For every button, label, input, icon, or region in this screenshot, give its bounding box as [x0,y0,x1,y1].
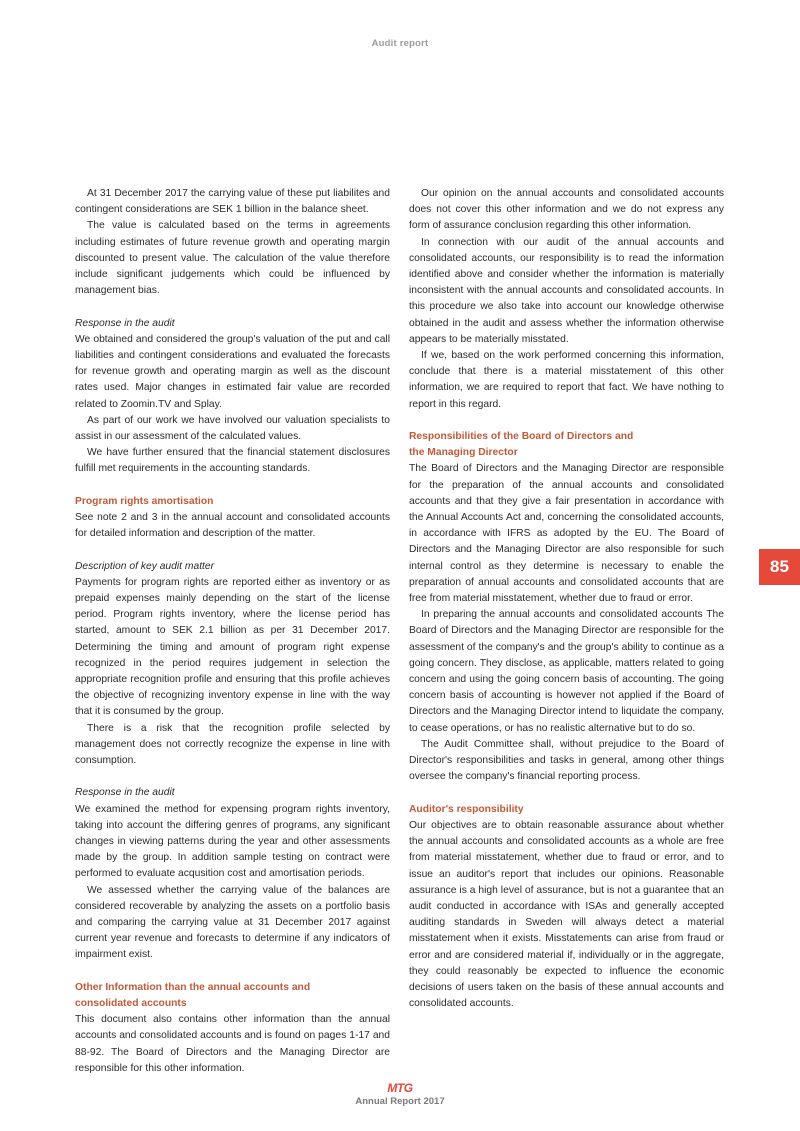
paragraph: At 31 December 2017 the carrying value of these put liabilites and contingent considerations are SEK 1 billion in the balance sheet. [75,188,390,216]
subheading: Description of key audit matter [75,560,215,572]
paragraph: We assessed whether the carrying value of the balances are considered recoverable by analyzing the assets on a portfolio basis and comparing the carrying value at 31 December 2017 against current year revenue and forecasts to determine if any indicators of impairment exist. [75,884,390,961]
paragraph: If we, based on the work performed concerning this information, conclude that there is a material misstatement of this other information, we are required to report that fact. We have nothing to report in this regard. [409,350,724,410]
paragraph: As part of our work we have involved our valuation specialists to assist in our assessment of the calculated values. [75,414,390,443]
paragraph: Our opinion on the annual accounts and consolidated accounts does not cover this other information and we do not express any form of assurance conclusion regarding this other information. [409,188,724,232]
paragraph: In connection with our audit of the annual accounts and consolidated accounts, our responsibility is to read the information identified above and consider whether the information is materially inconsistent with the annual accounts and consolidated accounts. In this procedure we also take into account our knowledge otherwise obtained in the audit and assess whether the information otherwise appears to be materially misstated. [409,236,724,345]
paragraph: See note 2 and 3 in the annual account and consolidated accounts for detailed information and description of the matter. [75,512,390,540]
paragraph: Our objectives are to obtain reasonable assurance about whether the annual accounts and consolidated accounts as a whole are free from material misstatement, whether due to fraud or error, and to issue an auditor's report that includes our opinions. Reasonable assurance is a high level of assurance, but is not a guarantee that an audit conducted in accordance with ISAs and generally accepted auditing standards in Sweden will always detect a material misstatement when it exists. Misstatements can arise from fraud or error and are considered material if, individually or in the aggregate, they could reasonably be expected to influence the economic decisions of users taken on the basis of these annual accounts and consolidated accounts. [409,819,724,1010]
page-number-tab: 85 [759,549,800,585]
subheading: Response in the audit [75,787,175,799]
paragraph: We have further ensured that the financial statement disclosures fulfill met requirements in the accounting standards. [75,447,390,475]
paragraph: Payments for program rights are reported either as inventory or as prepaid expenses mainly depending on the start of the license period. Program rights inventory, where the license period has started, amount to SEK 2.1 billion as per 31 December 2017. Determining the timing and amount of program right expense recognized in the period requires judgement in selection the appropriate recognition profile and ensuring that this profile achieves the objective of recognizing inventory expense in line with the way that it is consumed by the group. [75,576,390,718]
page-header: Audit report [371,38,429,49]
section-heading: Auditor's responsibility [409,803,524,815]
paragraph: We examined the method for expensing program rights inventory, taking into account the differing genres of programs, any significant changes in viewing patterns during the year and other assessments made by the group. In addition sample testing on contract were performed to evaluate acqusition cost and amortisation periods. [75,803,390,880]
paragraph: There is a risk that the recognition profile selected by management does not correctly recognize the expense in line with consumption. [75,722,390,767]
section-heading: Program rights amortisation [75,495,214,507]
paragraph: This document also contains other information than the annual accounts and consolidated accounts and is found on pages 1-17 and 88-92. The Board of Directors and the Managing Director are responsible for this other information. [75,1014,390,1074]
paragraph: The Board of Directors and the Managing Director are responsible for the preparation of the annual accounts and consolidated accounts and that they give a fair presentation in accordance with the Annual Accounts Act and, concerning the consolidated accounts, in accordance with IFRS as adopted by the EU. The Board of Directors and the Managing Director are also responsible for such internal control as they determine is necessary to enable the preparation of annual accounts and consolidated accounts that are free from material misstatement, whether due to fraud or error. [409,463,724,605]
footer-text: Annual Report 2017 [355,1096,445,1107]
paragraph: The value is calculated based on the terms in agreements including estimates of future revenue growth and operating margin discounted to present value. The calculation of the value therefore include significant judgements which could be influenced by management bias. [75,220,390,297]
paragraph: We obtained and considered the group's valuation of the put and call liabilities and contingent considerations and evaluated the forecasts for revenue growth and operating margin as well as the discount rates used. Major changes in estimated fair value are recorded related to Zoomin.TV and Splay. [75,333,390,410]
subheading: Response in the audit [75,317,175,329]
section-heading: consolidated accounts [75,998,187,1010]
section-heading: Other Information than the annual accounts and [75,981,311,993]
section-heading: the Managing Director [409,447,518,459]
left-column [75,186,390,1077]
right-column [409,186,724,1012]
paragraph: In preparing the annual accounts and consolidated accounts The Board of Directors and the Managing Director are responsible for the assessment of the company's and the group's ability to continue as a going concern. They disclose, as applicable, matters related to going concern and using the going concern basis of accounting. The going concern basis of accounting is however not applied if the Board of Directors and the Managing Director intend to liquidate the company, to cease operations, or has no realistic alternative but to do so. [409,609,724,734]
mtg-logo: MTG [387,1081,413,1095]
paragraph: The Audit Committee shall, without prejudice to the Board of Director's responsibilities and tasks in general, among other things oversee the company's financial reporting process. [409,738,724,783]
section-heading: Responsibilities of the Board of Directors and [409,431,634,443]
